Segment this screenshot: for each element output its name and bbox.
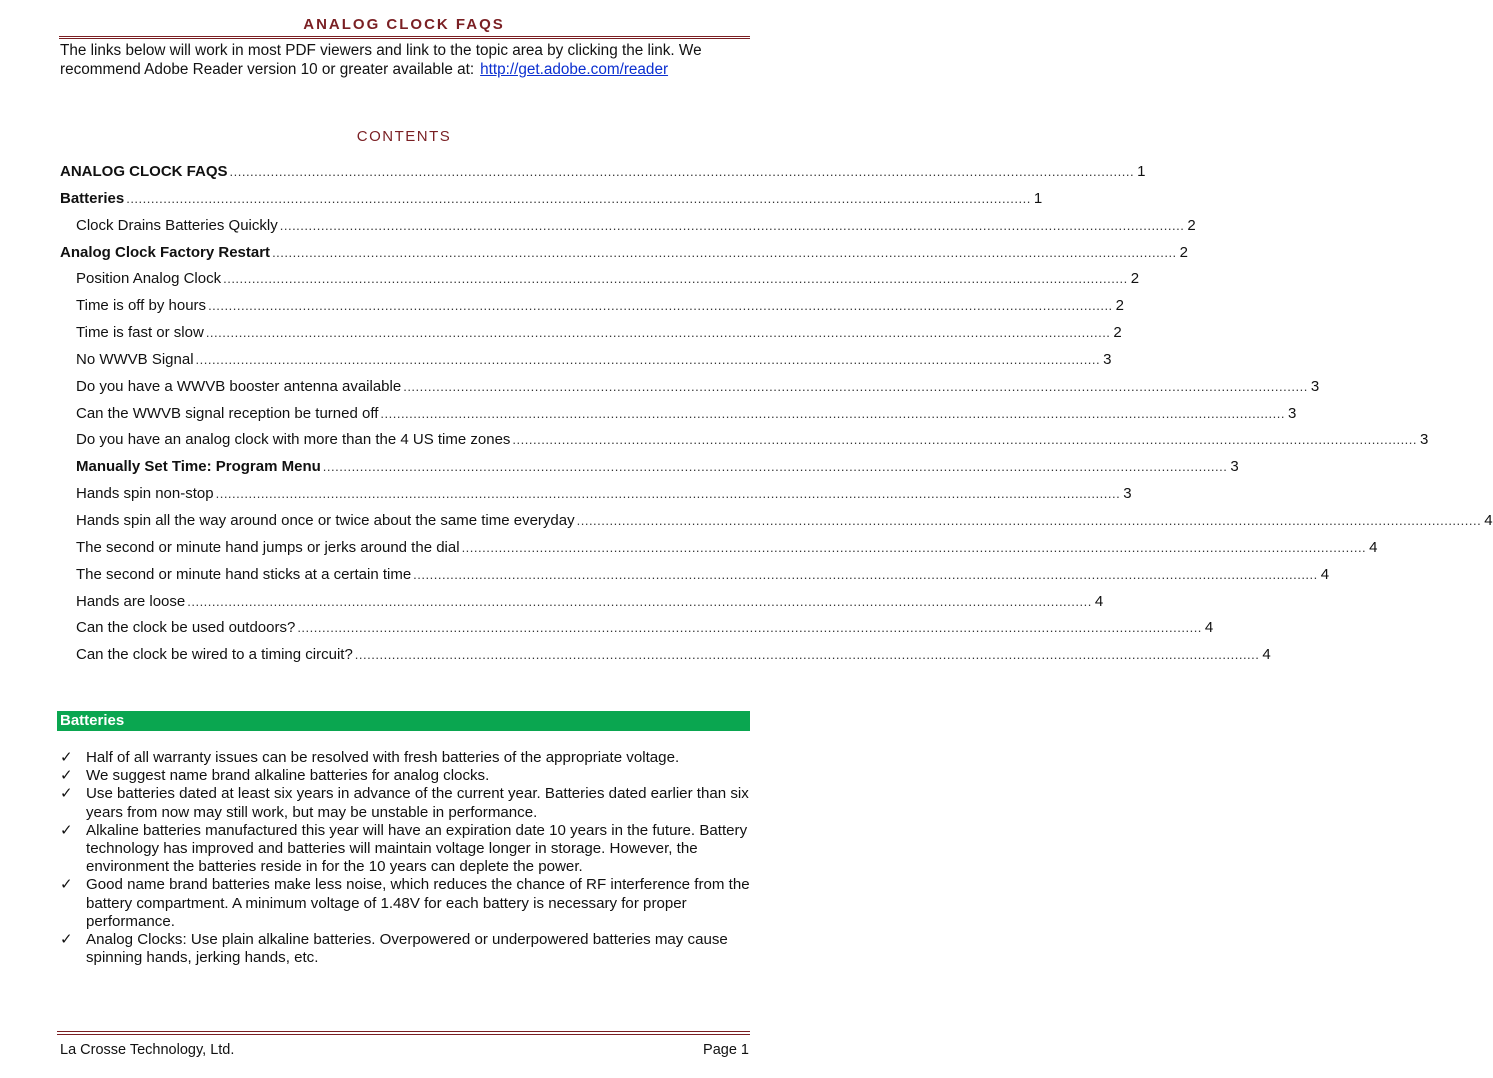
toc-entry-page[interactable]: 2	[1115, 297, 1125, 315]
toc-entry-label[interactable]: No WWVB Signal	[76, 350, 194, 368]
toc-dot-leader: ............................................................................................................................................................................................................................	[297, 620, 1202, 636]
toc-entry[interactable]	[60, 619, 1214, 646]
toc-entry[interactable]	[60, 350, 1112, 378]
toc-entry-page[interactable]: 1	[1033, 189, 1043, 207]
toc-dot-leader: ............................................................................................................................................................................................................................	[208, 298, 1113, 314]
toc-dot-leader: ............................................................................................................................................................................................................................	[279, 217, 1185, 233]
toc-entry-label[interactable]: Manually Set Time: Program Menu	[76, 458, 321, 476]
title-divider	[59, 36, 750, 37]
toc-entry-page[interactable]: 4	[1320, 565, 1330, 583]
toc-entry-page[interactable]: 2	[1179, 243, 1189, 261]
toc-entry-page[interactable]: 4	[1369, 538, 1378, 556]
toc-dot-leader: ............................................................................................................................................................................................................................	[354, 647, 1260, 663]
toc-dot-leader: ............................................................................................................................................................................................................................	[229, 164, 1135, 179]
toc-dot-leader: ............................................................................................................................................................................................................................	[322, 459, 1228, 475]
toc-entry-label[interactable]: Hands spin non-stop	[76, 485, 214, 503]
list-item	[60, 822, 750, 877]
bullet-text: Use batteries dated at least six years in advance of the current year. Batteries dated earlier than six years from now may still work, but may be unstable in performance.	[86, 785, 749, 821]
toc-dot-leader: ............................................................................................................................................................................................................................	[512, 432, 1418, 448]
toc-dot-leader: ............................................................................................................................................................................................................................	[205, 325, 1111, 341]
toc-entry-page[interactable]: 3	[1103, 350, 1112, 368]
toc-dot-leader: ............................................................................................................................................................................................................................	[126, 190, 1031, 206]
batteries-section-heading: Batteries	[57, 711, 750, 731]
checkmark-icon: ✓	[60, 749, 73, 766]
toc-entry[interactable]	[60, 163, 1146, 190]
footer-company: La Crosse Technology, Ltd.	[60, 1042, 235, 1058]
toc-entry-label[interactable]: Time is fast or slow	[76, 324, 204, 342]
bullet-text: Analog Clocks: Use plain alkaline batteries. Overpowered or underpowered batteries may cause spinning hands, jerking hands, etc.	[86, 931, 728, 967]
toc-entry-label[interactable]: The second or minute hand sticks at a certain time	[76, 565, 412, 583]
toc-entry[interactable]	[60, 646, 1271, 673]
toc-entry-label[interactable]: Can the clock be wired to a timing circuit?	[76, 646, 353, 664]
toc-entry[interactable]	[60, 485, 1132, 512]
toc-entry[interactable]	[60, 511, 1493, 539]
toc-entry[interactable]	[60, 324, 1122, 351]
toc-dot-leader: ............................................................................................................................................................................................................................	[187, 593, 1092, 609]
toc-entry[interactable]	[60, 377, 1320, 405]
toc-entry-label[interactable]: Time is off by hours	[76, 297, 207, 315]
contents-heading: CONTENTS	[356, 128, 452, 145]
checkmark-icon: ✓	[60, 767, 73, 785]
toc-dot-leader: ............................................................................................................................................................................................................................	[223, 271, 1128, 287]
toc-entry[interactable]	[60, 189, 1043, 217]
bullet-text: Half of all warranty issues can be resolved with fresh batteries of the appropriate voltage.	[86, 749, 680, 766]
toc-entry[interactable]	[60, 431, 1429, 458]
footer-divider-secondary	[57, 1034, 750, 1035]
adobe-reader-link[interactable]: http://get.adobe.com/reader	[480, 61, 669, 78]
toc-entry[interactable]	[60, 243, 1189, 271]
intro-paragraph	[60, 41, 752, 79]
checkmark-icon: ✓	[60, 876, 73, 894]
toc-entry-label[interactable]: Clock Drains Batteries Quickly	[76, 216, 278, 234]
intro-text: The links below will work in most PDF viewers and link to the topic area by clicking the link. We recommend Adobe Reader version 10 or greater available at:	[60, 42, 702, 78]
toc-dot-leader: ............................................................................................................................................................................................................................	[461, 539, 1367, 555]
toc-dot-leader: ............................................................................................................................................................................................................................	[195, 351, 1101, 367]
toc-entry-page[interactable]: 4	[1204, 619, 1214, 637]
toc-entry-label[interactable]: Can the WWVB signal reception be turned off	[76, 404, 379, 422]
checkmark-icon: ✓	[60, 785, 73, 803]
toc-entry[interactable]	[60, 592, 1104, 620]
toc-entry-page[interactable]: 4	[1484, 511, 1493, 529]
toc-entry-page[interactable]: 2	[1113, 324, 1122, 342]
toc-dot-leader: ............................................................................................................................................................................................................................	[403, 378, 1308, 394]
title-divider-secondary	[59, 38, 750, 39]
toc-entry-page[interactable]: 2	[1130, 270, 1140, 288]
toc-entry[interactable]	[60, 297, 1125, 324]
page-title: ANALOG CLOCK FAQS	[303, 16, 505, 33]
toc-entry[interactable]	[60, 270, 1140, 297]
toc-entry[interactable]	[60, 538, 1378, 566]
toc-entry-page[interactable]: 4	[1262, 646, 1271, 664]
toc-dot-leader: ............................................................................................................................................................................................................................	[215, 486, 1121, 502]
batteries-bullet-list	[60, 749, 750, 967]
bullet-text: Alkaline batteries manufactured this year will have an expiration date 10 years in the future. Battery technology has improved and batteries will maintain voltage longer in storage. However, the environment the batteries reside in for the 10 years can deplete the power.	[86, 821, 748, 876]
toc-entry[interactable]	[60, 216, 1196, 244]
footer-divider	[57, 1031, 750, 1032]
bullet-text: We suggest name brand alkaline batteries for analog clocks.	[86, 767, 490, 785]
toc-entry-label[interactable]: Batteries	[60, 189, 125, 207]
toc-dot-leader: ............................................................................................................................................................................................................................	[272, 244, 1177, 260]
bullet-text: Good name brand batteries make less noise, which reduces the chance of RF interference from the battery compartment. A minimum voltage of 1.48V for each battery is necessary for proper performance.	[86, 876, 750, 930]
toc-dot-leader: ............................................................................................................................................................................................................................	[576, 512, 1482, 528]
toc-entry-label[interactable]: Analog Clock Factory Restart	[60, 243, 271, 261]
toc-entry-page[interactable]: 3	[1420, 431, 1429, 449]
checkmark-icon: ✓	[60, 931, 73, 949]
toc-entry-page[interactable]: 3	[1123, 485, 1132, 503]
toc-entry-label[interactable]: ANALOG CLOCK FAQS	[60, 163, 228, 180]
list-item	[60, 767, 750, 785]
list-item	[60, 931, 750, 967]
toc-entry[interactable]	[60, 404, 1297, 432]
list-item	[60, 749, 750, 767]
toc-entry-label[interactable]: Hands spin all the way around once or twice about the same time everyday	[76, 511, 575, 529]
toc-entry-label[interactable]: Can the clock be used outdoors?	[76, 619, 296, 637]
toc-entry-page[interactable]: 3	[1288, 404, 1297, 422]
toc-entry-page[interactable]: 2	[1187, 216, 1196, 234]
footer-page-number: Page 1	[703, 1042, 749, 1058]
toc-dot-leader: ............................................................................................................................................................................................................................	[380, 405, 1285, 421]
toc-entry[interactable]	[60, 458, 1239, 485]
table-of-contents	[60, 163, 1493, 673]
toc-entry-label[interactable]: Do you have an analog clock with more than the 4 US time zones	[76, 431, 511, 449]
toc-entry-page[interactable]: 3	[1310, 377, 1320, 395]
toc-dot-leader: ............................................................................................................................................................................................................................	[413, 566, 1318, 582]
checkmark-icon: ✓	[60, 821, 73, 839]
toc-entry-page[interactable]: 4	[1094, 592, 1104, 610]
list-item	[60, 876, 750, 931]
toc-entry-label[interactable]: Position Analog Clock	[76, 270, 222, 288]
toc-entry-label[interactable]: Do you have a WWVB booster antenna available	[76, 377, 402, 395]
toc-entry-page[interactable]: 3	[1230, 458, 1239, 476]
toc-entry[interactable]	[60, 565, 1330, 593]
toc-entry-label[interactable]: The second or minute hand jumps or jerks around the dial	[76, 538, 460, 556]
list-item	[60, 785, 750, 821]
toc-entry-page[interactable]: 1	[1137, 163, 1146, 180]
toc-entry-label[interactable]: Hands are loose	[76, 592, 186, 610]
